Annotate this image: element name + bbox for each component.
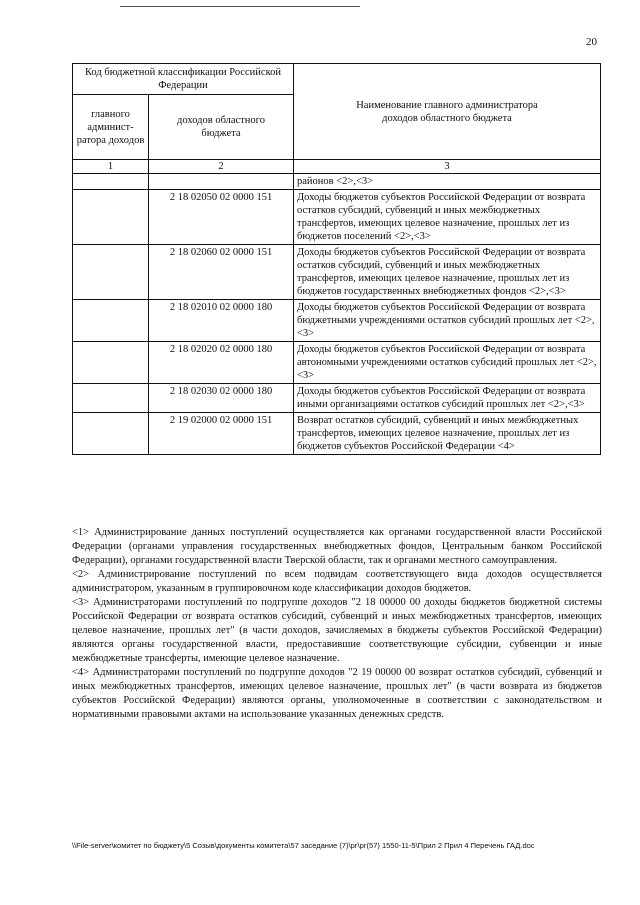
header-group: Код бюджетной классификации Российской Федерации	[73, 64, 294, 95]
cell-code: 2 18 02020 02 0000 180	[149, 342, 294, 384]
header-admin: главного админист-ратора доходов	[73, 95, 149, 160]
cell-name: Доходы бюджетов субъектов Российской Федерации от возврата остатков субсидий, субвенций и иных межбюджетных трансфертов, имеющих целевое назначение, прошлых лет из бюджетов поселений <2>,<3>	[294, 190, 601, 245]
table-row	[73, 342, 601, 384]
col-number-3: 3	[294, 160, 601, 174]
file-path-footer: \\File-server\комитет по бюджету\5 Созыв\документы комитета\57 заседание (7)\рг\рг(57) 1550-11-5\Прил 2 Прил 4 Перечень ГАД.doc	[72, 841, 535, 850]
cell-code: 2 18 02050 02 0000 151	[149, 190, 294, 245]
cell-code	[149, 174, 294, 190]
cell-name: Доходы бюджетов субъектов Российской Федерации от возврата бюджетными учреждениями остатков субсидий прошлых лет <2>,<3>	[294, 300, 601, 342]
footnote-3: <3> Администраторами поступлений по подгруппе доходов "2 18 00000 00 доходы бюджетов бюджетной системы Российской Федерации от возврата остатков субсидий, субвенций и иных межбюджетных трансфертов, имеющих целевое назначение, прошлых лет" (в части доходов, зачисляемых в бюджеты субъектов Российской Федерации) являются органы государственной власти, предоставившие соответствующие субсидии, субвенции и иные межбюджетные трансферты, имеющие целевое назначение.	[72, 597, 602, 664]
budget-classification-table	[72, 63, 601, 455]
cell-admin	[73, 174, 149, 190]
cell-admin	[73, 190, 149, 245]
cell-name: Возврат остатков субсидий, субвенций и иных межбюджетных трансфертов, имеющих целевое назначение, прошлых лет из бюджетов субъектов Российской Федерации <4>	[294, 413, 601, 455]
footnote-2: <2> Администрирование поступлений по всем подвидам соответствующего вида доходов осуществляется администратором, указанным в группировочном коде классификации доходов бюджетов.	[72, 569, 602, 594]
cell-name: Доходы бюджетов субъектов Российской Федерации от возврата автономными учреждениями остатков субсидий прошлых лет <2>,<3>	[294, 342, 601, 384]
table-row	[73, 190, 601, 245]
col-number-2: 2	[149, 160, 294, 174]
header-name: Наименование главного администратора доходов областного бюджета	[294, 64, 601, 160]
cell-admin	[73, 384, 149, 413]
cell-code: 2 18 02030 02 0000 180	[149, 384, 294, 413]
footnote-1: <1> Администрирование данных поступлений осуществляется как органами государственной власти Российской Федерации (органами управления государственных внебюджетных фондов, Центральным банком Российской Федерации), органами государственной власти Тверской области, так и органами местного самоуправления.	[72, 527, 602, 566]
cell-code: 2 18 02060 02 0000 151	[149, 245, 294, 300]
table-row	[73, 174, 601, 190]
cell-admin	[73, 300, 149, 342]
top-rule	[120, 6, 360, 7]
cell-name: Доходы бюджетов субъектов Российской Федерации от возврата остатков субсидий, субвенций и иных межбюджетных трансфертов, имеющих целевое назначение, прошлых лет из бюджетов государственных внебюджетных фондов <2>,<3>	[294, 245, 601, 300]
table-row	[73, 300, 601, 342]
cell-name: Доходы бюджетов субъектов Российской Федерации от возврата иными организациями остатков субсидий прошлых лет <2>,<3>	[294, 384, 601, 413]
footnotes	[72, 526, 602, 722]
cell-code: 2 18 02010 02 0000 180	[149, 300, 294, 342]
table-row	[73, 384, 601, 413]
cell-code: 2 19 02000 02 0000 151	[149, 413, 294, 455]
cell-admin	[73, 245, 149, 300]
col-number-1: 1	[73, 160, 149, 174]
header-code: доходов областного бюджета	[149, 95, 294, 160]
cell-name: районов <2>,<3>	[294, 174, 601, 190]
cell-admin	[73, 413, 149, 455]
footnote-4: <4> Администраторами поступлений по подгруппе доходов "2 19 00000 00 возврат остатков субсидий, субвенций и иных межбюджетных трансфертов, имеющих целевое назначение, прошлых лет" (в части возврата из бюджетов субъектов Российской Федерации) являются органы, уполномоченные в соответствии с законодательством и нормативными правовыми актами на использование указанных денежных средств.	[72, 667, 602, 720]
table-row	[73, 413, 601, 455]
cell-admin	[73, 342, 149, 384]
table-row	[73, 245, 601, 300]
page-number: 20	[586, 36, 597, 48]
